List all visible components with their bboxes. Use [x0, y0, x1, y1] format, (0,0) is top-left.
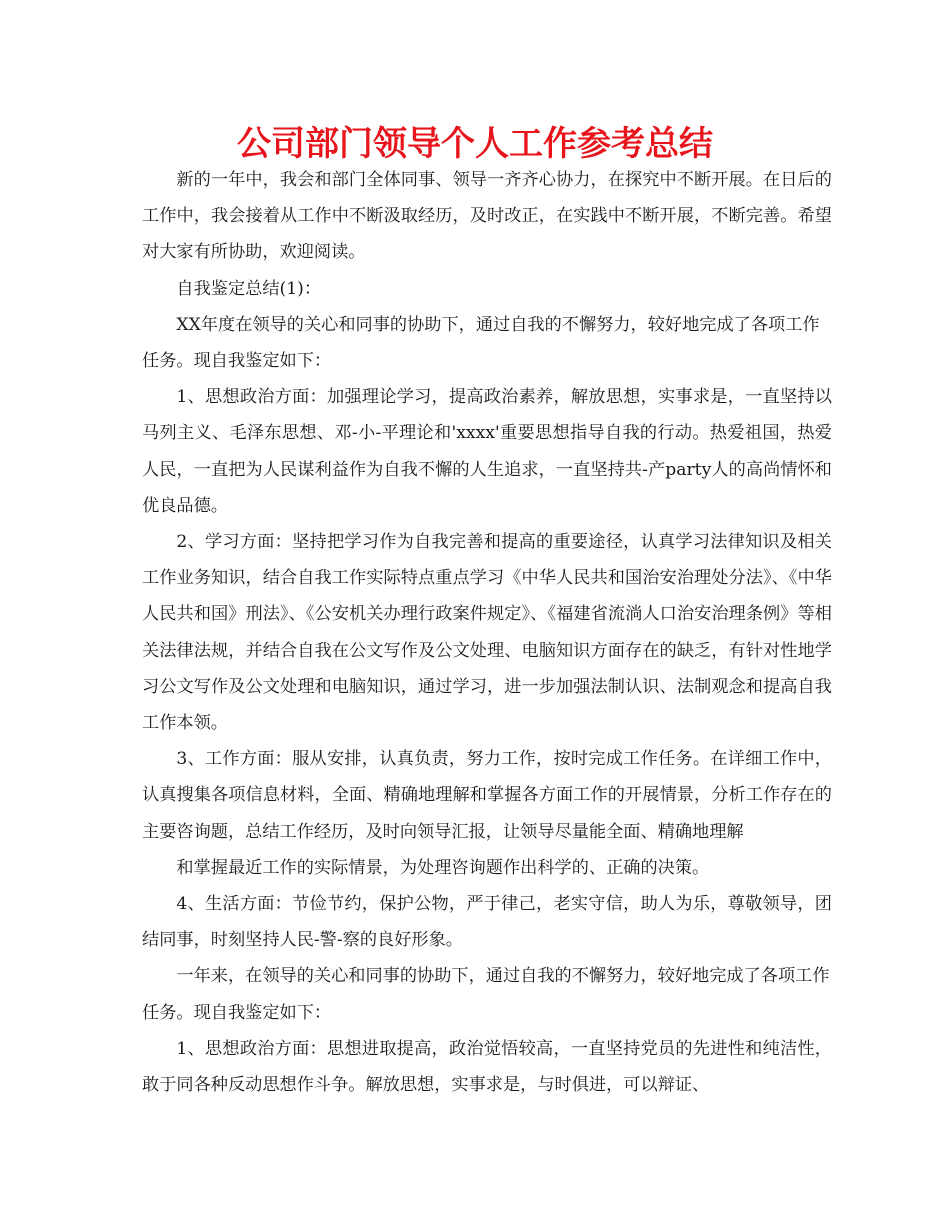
year-summary-paragraph: XX年度在领导的关心和同事的协助下，通过自我的不懈努力，较好地完成了各项工作任务。现自我鉴定如下： — [142, 314, 820, 372]
study-paragraph: 2、学习方面：坚持把学习作为自我完善和提高的重要途径，认真学习法律知识及相关工作业务知识，结合自我工作实际特点重点学习《中华人民共和国治安治理处分法》、《中华人民共和国》刑法》、《公安机关办理行政案件规定》、《福建省流淌人口治安治理条例》等相关法律法规，并结合自我在公文写作及公文处理、电脑知识方面存在的缺乏，有针对性地学习公文写作及公文处理和电脑知识，通过学习，进一步加强法制认识、法制观念和提高自我工作本领。 — [142, 532, 832, 734]
document-title: 公司部门领导个人工作参考总结 — [237, 124, 713, 164]
document-body — [142, 162, 832, 1103]
section-heading: 自我鉴定总结(1)： — [176, 278, 322, 299]
political-paragraph: 1、思想政治方面：加强理论学习，提高政治素养，解放思想，实事求是，一直坚持以马列主义、毛泽东思想、邓-小-平理论和'xxxx'重要思想指导自我的行动。热爱祖国，热爱人民，一直把为人民谋利益作为自我不懈的人生追求，一直坚持共-产party人的高尚情怀和优良品德。 — [142, 387, 832, 516]
life-paragraph: 4、生活方面：节俭节约，保护公物，严于律己，老实守信，助人为乐，尊敬领导，团结同事，时刻坚持人民-警-察的良好形象。 — [142, 894, 832, 951]
work-paragraph: 3、工作方面：服从安排，认真负责，努力工作，按时完成工作任务。在详细工作中，认真搜集各项信息材料，全面、精确地理解和掌握各方面工作的开展情景，分析工作存在的主要咨询题，总结工作经历，及时向领导汇报，让领导尽量能全面、精确地理解 — [142, 749, 832, 842]
work-continuation-paragraph: 和掌握最近工作的实际情景，为处理咨询题作出科学的、正确的决策。 — [176, 857, 710, 878]
year-review-paragraph: 一年来，在领导的关心和同事的协助下，通过自我的不懈努力，较好地完成了各项工作任务。现自我鉴定如下： — [142, 966, 830, 1023]
political-paragraph-2: 1、思想政治方面：思想进取提高，政治觉悟较高，一直坚持党员的先进性和纯洁性，敢于同各种反动思想作斗争。解放思想，实事求是，与时俱进，可以辩证、 — [142, 1038, 832, 1096]
intro-paragraph: 新的一年中，我会和部门全体同事、领导一齐齐心协力，在探究中不断开展。在日后的工作中，我会接着从工作中不断汲取经历，及时改正，在实践中不断开展，不断完善。希望对大家有所协助，欢迎阅读。 — [142, 170, 832, 263]
